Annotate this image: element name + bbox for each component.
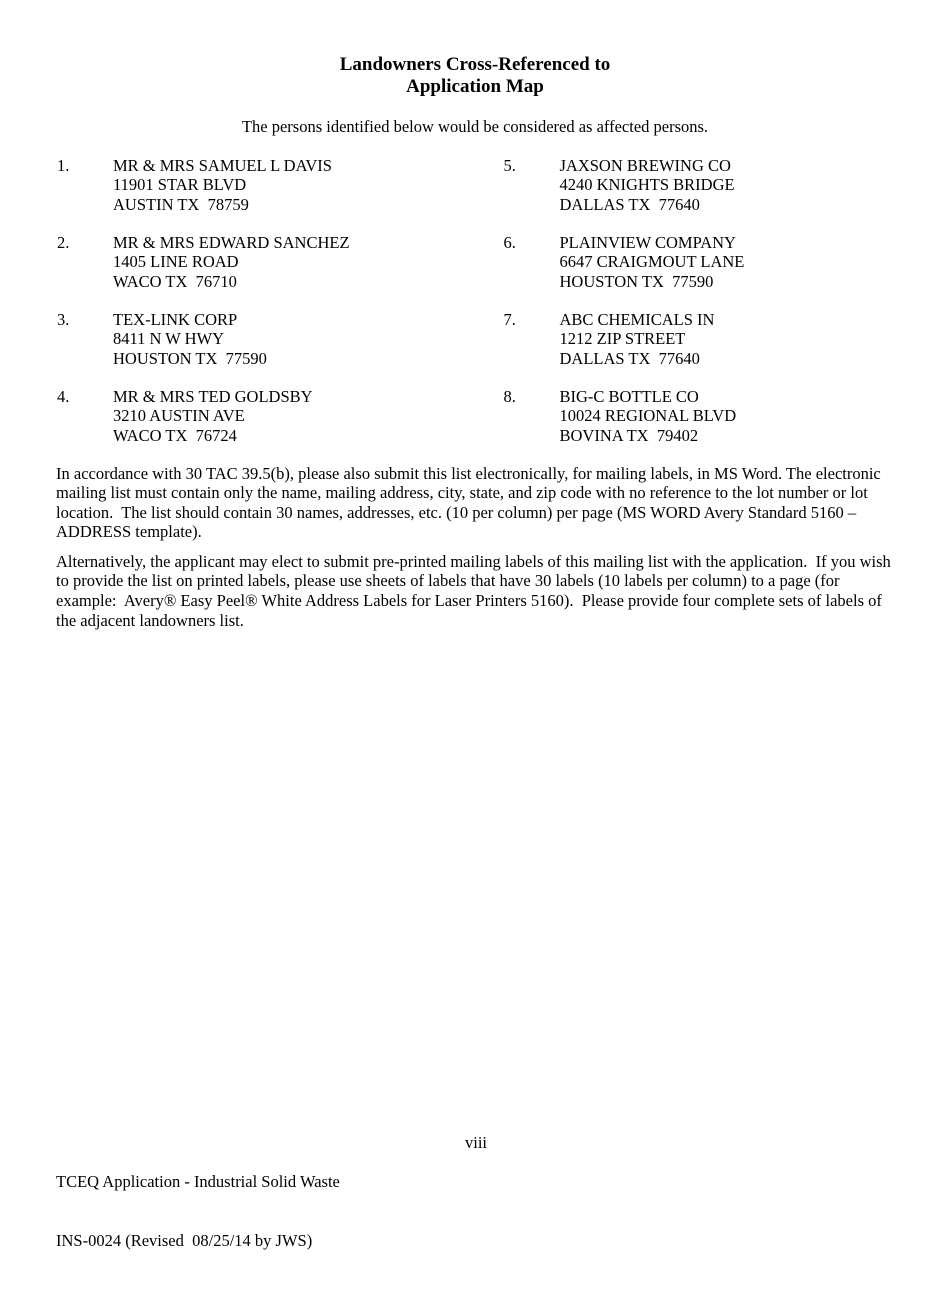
landowner-entry bbox=[57, 310, 504, 369]
entry-street: 8411 N W HWY bbox=[113, 329, 267, 349]
entry-name: MR & MRS TED GOLDSBY bbox=[113, 387, 313, 407]
landowner-column-right bbox=[504, 156, 950, 464]
entry-street: 10024 REGIONAL BLVD bbox=[560, 406, 737, 426]
entry-street: 4240 KNIGHTS BRIDGE bbox=[560, 175, 735, 195]
landowner-entry bbox=[504, 233, 950, 292]
entry-name: TEX-LINK CORP bbox=[113, 310, 267, 330]
entry-city: DALLAS TX 77640 bbox=[560, 195, 735, 215]
entry-address-block bbox=[560, 387, 737, 446]
entry-address-block bbox=[113, 310, 267, 369]
page-footer bbox=[56, 1133, 340, 1289]
entry-city: AUSTIN TX 78759 bbox=[113, 195, 332, 215]
page-number: viii bbox=[465, 1133, 487, 1153]
entry-city: WACO TX 76710 bbox=[113, 272, 350, 292]
entry-city: DALLAS TX 77640 bbox=[560, 349, 715, 369]
landowner-entry bbox=[504, 310, 950, 369]
landowner-list bbox=[0, 156, 950, 464]
landowner-column-left bbox=[57, 156, 504, 464]
landowner-entry bbox=[504, 387, 950, 446]
entry-city: HOUSTON TX 77590 bbox=[560, 272, 745, 292]
body-text bbox=[0, 464, 898, 631]
entry-address-block bbox=[560, 233, 745, 292]
entry-address-block bbox=[560, 156, 735, 215]
entry-number: 5. bbox=[504, 156, 560, 215]
landowner-entry bbox=[504, 156, 950, 215]
entry-street: 6647 CRAIGMOUT LANE bbox=[560, 252, 745, 272]
entry-name: PLAINVIEW COMPANY bbox=[560, 233, 745, 253]
page-title-line1: Landowners Cross-Referenced to bbox=[0, 54, 950, 76]
entry-name: BIG-C BOTTLE CO bbox=[560, 387, 737, 407]
entry-street: 3210 AUSTIN AVE bbox=[113, 406, 313, 426]
entry-number: 1. bbox=[57, 156, 113, 215]
entry-city: HOUSTON TX 77590 bbox=[113, 349, 267, 369]
entry-name: MR & MRS EDWARD SANCHEZ bbox=[113, 233, 350, 253]
entry-street: 11901 STAR BLVD bbox=[113, 175, 332, 195]
entry-city: BOVINA TX 79402 bbox=[560, 426, 737, 446]
entry-number: 3. bbox=[57, 310, 113, 369]
instructions-paragraph-electronic-list: In accordance with 30 TAC 39.5(b), please also submit this list electronically, for mailing labels, in MS Word. The electronic mailing list must contain only the name, mailing address, city, state, and zip code with no reference to the lot number or lot location. The list should contain 30 names, addresses, etc. (10 per column) per page (MS WORD Avery Standard 5160 – ADDRESS template). bbox=[56, 464, 898, 542]
entry-number: 4. bbox=[57, 387, 113, 446]
entry-street: 1405 LINE ROAD bbox=[113, 252, 350, 272]
entry-address-block bbox=[560, 310, 715, 369]
entry-name: ABC CHEMICALS IN bbox=[560, 310, 715, 330]
entry-address-block bbox=[113, 387, 313, 446]
entry-number: 2. bbox=[57, 233, 113, 292]
entry-address-block bbox=[113, 233, 350, 292]
entry-name: JAXSON BREWING CO bbox=[560, 156, 735, 176]
entry-address-block bbox=[113, 156, 332, 215]
instructions-paragraph-printed-labels: Alternatively, the applicant may elect to submit pre-printed mailing labels of this mailing list with the application. If you wish to provide the list on printed labels, please use sheets of labels that have 30 labels (10 labels per column) to a page (for example: Avery® Easy Peel® White Address Labels for Laser Printers 5160). Please provide four complete sets of labels of the adjacent landowners list. bbox=[56, 552, 898, 630]
page-title-line2: Application Map bbox=[0, 76, 950, 98]
entry-city: WACO TX 76724 bbox=[113, 426, 313, 446]
landowner-entry bbox=[57, 233, 504, 292]
entry-number: 8. bbox=[504, 387, 560, 446]
entry-name: MR & MRS SAMUEL L DAVIS bbox=[113, 156, 332, 176]
entry-number: 6. bbox=[504, 233, 560, 292]
landowner-entry bbox=[57, 156, 504, 215]
entry-street: 1212 ZIP STREET bbox=[560, 329, 715, 349]
landowner-entry bbox=[57, 387, 504, 446]
footer-document-title: TCEQ Application - Industrial Solid Waste bbox=[56, 1172, 340, 1192]
page-title bbox=[0, 0, 950, 98]
entry-number: 7. bbox=[504, 310, 560, 369]
subtitle: The persons identified below would be considered as affected persons. bbox=[0, 117, 950, 137]
footer-form-revision: INS-0024 (Revised 08/25/14 by JWS) bbox=[56, 1231, 340, 1251]
